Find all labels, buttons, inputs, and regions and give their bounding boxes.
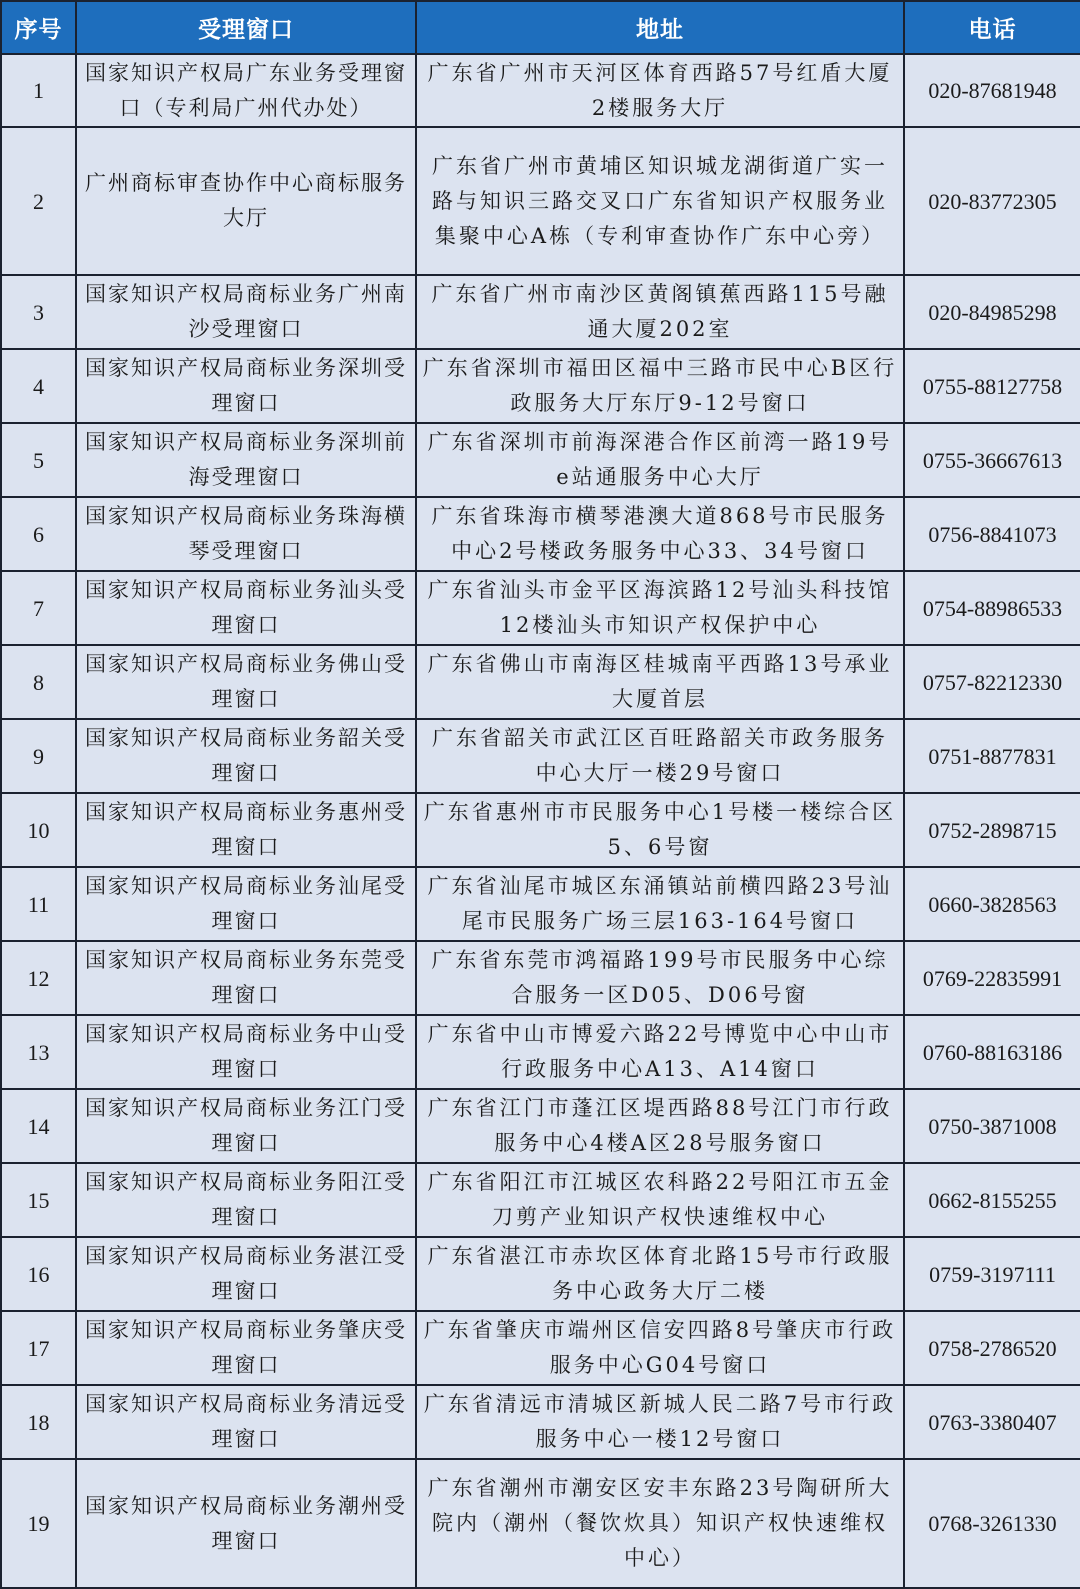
row-address: 广东省肇庆市端州区信安四路8号肇庆市行政服务中心G04号窗口 bbox=[416, 1311, 904, 1385]
row-window-name: 国家知识产权局商标业务韶关受理窗口 bbox=[76, 719, 416, 793]
row-phone: 0756-8841073 bbox=[904, 497, 1080, 571]
row-address: 广东省清远市清城区新城人民二路7号市行政服务中心一楼12号窗口 bbox=[416, 1385, 904, 1459]
row-index: 8 bbox=[1, 645, 76, 719]
row-window-name: 国家知识产权局商标业务珠海横琴受理窗口 bbox=[76, 497, 416, 571]
row-phone: 020-83772305 bbox=[904, 127, 1080, 275]
row-index: 9 bbox=[1, 719, 76, 793]
row-window-name: 国家知识产权局商标业务中山受理窗口 bbox=[76, 1015, 416, 1089]
row-window-name: 国家知识产权局商标业务江门受理窗口 bbox=[76, 1089, 416, 1163]
table-row bbox=[1, 1459, 1080, 1588]
row-phone: 0754-88986533 bbox=[904, 571, 1080, 645]
row-address: 广东省广州市天河区体育西路57号红盾大厦2楼服务大厅 bbox=[416, 54, 904, 127]
row-address: 广东省韶关市武江区百旺路韶关市政务服务中心大厅一楼29号窗口 bbox=[416, 719, 904, 793]
row-phone: 0660-3828563 bbox=[904, 867, 1080, 941]
row-address: 广东省惠州市市民服务中心1号楼一楼综合区5、6号窗 bbox=[416, 793, 904, 867]
row-window-name: 国家知识产权局商标业务湛江受理窗口 bbox=[76, 1237, 416, 1311]
table-row bbox=[1, 1015, 1080, 1089]
row-address: 广东省深圳市福田区福中三路市民中心B区行政服务大厅东厅9-12号窗口 bbox=[416, 349, 904, 423]
header-address: 地址 bbox=[416, 1, 904, 54]
table-row bbox=[1, 1237, 1080, 1311]
row-address: 广东省东莞市鸿福路199号市民服务中心综合服务一区D05、D06号窗 bbox=[416, 941, 904, 1015]
row-window-name: 国家知识产权局商标业务阳江受理窗口 bbox=[76, 1163, 416, 1237]
row-phone: 0768-3261330 bbox=[904, 1459, 1080, 1588]
row-index: 19 bbox=[1, 1459, 76, 1588]
row-address: 广东省广州市南沙区黄阁镇蕉西路115号融通大厦202室 bbox=[416, 275, 904, 349]
row-index: 4 bbox=[1, 349, 76, 423]
row-index: 6 bbox=[1, 497, 76, 571]
row-window-name: 国家知识产权局商标业务佛山受理窗口 bbox=[76, 645, 416, 719]
row-window-name: 国家知识产权局商标业务深圳受理窗口 bbox=[76, 349, 416, 423]
row-phone: 0760-88163186 bbox=[904, 1015, 1080, 1089]
row-window-name: 国家知识产权局商标业务深圳前海受理窗口 bbox=[76, 423, 416, 497]
table-row bbox=[1, 54, 1080, 127]
row-index: 11 bbox=[1, 867, 76, 941]
row-phone: 0755-88127758 bbox=[904, 349, 1080, 423]
table-row bbox=[1, 275, 1080, 349]
row-phone: 0758-2786520 bbox=[904, 1311, 1080, 1385]
row-address: 广东省潮州市潮安区安丰东路23号陶研所大院内（潮州（餐饮炊具）知识产权快速维权中心） bbox=[416, 1459, 904, 1588]
row-window-name: 广州商标审查协作中心商标服务大厅 bbox=[76, 127, 416, 275]
row-window-name: 国家知识产权局商标业务汕尾受理窗口 bbox=[76, 867, 416, 941]
row-phone: 0769-22835991 bbox=[904, 941, 1080, 1015]
header-window: 受理窗口 bbox=[76, 1, 416, 54]
row-index: 2 bbox=[1, 127, 76, 275]
row-phone: 0763-3380407 bbox=[904, 1385, 1080, 1459]
row-window-name: 国家知识产权局广东业务受理窗口（专利局广州代办处） bbox=[76, 54, 416, 127]
row-window-name: 国家知识产权局商标业务汕头受理窗口 bbox=[76, 571, 416, 645]
row-phone: 0757-82212330 bbox=[904, 645, 1080, 719]
row-index: 14 bbox=[1, 1089, 76, 1163]
table-row bbox=[1, 1311, 1080, 1385]
row-address: 广东省珠海市横琴港澳大道868号市民服务中心2号楼政务服务中心33、34号窗口 bbox=[416, 497, 904, 571]
row-address: 广东省广州市黄埔区知识城龙湖街道广实一路与知识三路交叉口广东省知识产权服务业集聚中心A栋（专利审查协作广东中心旁） bbox=[416, 127, 904, 275]
row-address: 广东省深圳市前海深港合作区前湾一路19号e站通服务中心大厅 bbox=[416, 423, 904, 497]
row-index: 18 bbox=[1, 1385, 76, 1459]
row-address: 广东省湛江市赤坎区体育北路15号市行政服务中心政务大厅二楼 bbox=[416, 1237, 904, 1311]
header-phone: 电话 bbox=[904, 1, 1080, 54]
row-index: 17 bbox=[1, 1311, 76, 1385]
row-index: 12 bbox=[1, 941, 76, 1015]
row-phone: 020-84985298 bbox=[904, 275, 1080, 349]
table-row bbox=[1, 645, 1080, 719]
row-address: 广东省中山市博爱六路22号博览中心中山市行政服务中心A13、A14窗口 bbox=[416, 1015, 904, 1089]
row-address: 广东省阳江市江城区农科路22号阳江市五金刀剪产业知识产权快速维权中心 bbox=[416, 1163, 904, 1237]
row-index: 10 bbox=[1, 793, 76, 867]
row-index: 13 bbox=[1, 1015, 76, 1089]
row-index: 1 bbox=[1, 54, 76, 127]
header-index: 序号 bbox=[1, 1, 76, 54]
row-phone: 0755-36667613 bbox=[904, 423, 1080, 497]
row-window-name: 国家知识产权局商标业务广州南沙受理窗口 bbox=[76, 275, 416, 349]
table-row bbox=[1, 941, 1080, 1015]
row-address: 广东省汕尾市城区东涌镇站前横四路23号汕尾市民服务广场三层163-164号窗口 bbox=[416, 867, 904, 941]
row-index: 15 bbox=[1, 1163, 76, 1237]
table-row bbox=[1, 497, 1080, 571]
row-address: 广东省江门市蓬江区堤西路88号江门市行政服务中心4楼A区28号服务窗口 bbox=[416, 1089, 904, 1163]
row-address: 广东省佛山市南海区桂城南平西路13号承业大厦首层 bbox=[416, 645, 904, 719]
row-phone: 0759-3197111 bbox=[904, 1237, 1080, 1311]
table-row bbox=[1, 571, 1080, 645]
table-row bbox=[1, 423, 1080, 497]
row-phone: 020-87681948 bbox=[904, 54, 1080, 127]
table-row bbox=[1, 793, 1080, 867]
row-index: 5 bbox=[1, 423, 76, 497]
table-header-row bbox=[1, 1, 1080, 54]
row-phone: 0750-3871008 bbox=[904, 1089, 1080, 1163]
table-row bbox=[1, 1089, 1080, 1163]
table-row bbox=[1, 719, 1080, 793]
row-address: 广东省汕头市金平区海滨路12号汕头科技馆12楼汕头市知识产权保护中心 bbox=[416, 571, 904, 645]
table-row bbox=[1, 867, 1080, 941]
row-window-name: 国家知识产权局商标业务潮州受理窗口 bbox=[76, 1459, 416, 1588]
row-index: 16 bbox=[1, 1237, 76, 1311]
row-index: 7 bbox=[1, 571, 76, 645]
row-index: 3 bbox=[1, 275, 76, 349]
row-window-name: 国家知识产权局商标业务东莞受理窗口 bbox=[76, 941, 416, 1015]
row-phone: 0662-8155255 bbox=[904, 1163, 1080, 1237]
row-window-name: 国家知识产权局商标业务清远受理窗口 bbox=[76, 1385, 416, 1459]
table-row bbox=[1, 1163, 1080, 1237]
row-phone: 0751-8877831 bbox=[904, 719, 1080, 793]
row-window-name: 国家知识产权局商标业务肇庆受理窗口 bbox=[76, 1311, 416, 1385]
table-row bbox=[1, 349, 1080, 423]
row-phone: 0752-2898715 bbox=[904, 793, 1080, 867]
table-row bbox=[1, 1385, 1080, 1459]
row-window-name: 国家知识产权局商标业务惠州受理窗口 bbox=[76, 793, 416, 867]
table-row bbox=[1, 127, 1080, 275]
